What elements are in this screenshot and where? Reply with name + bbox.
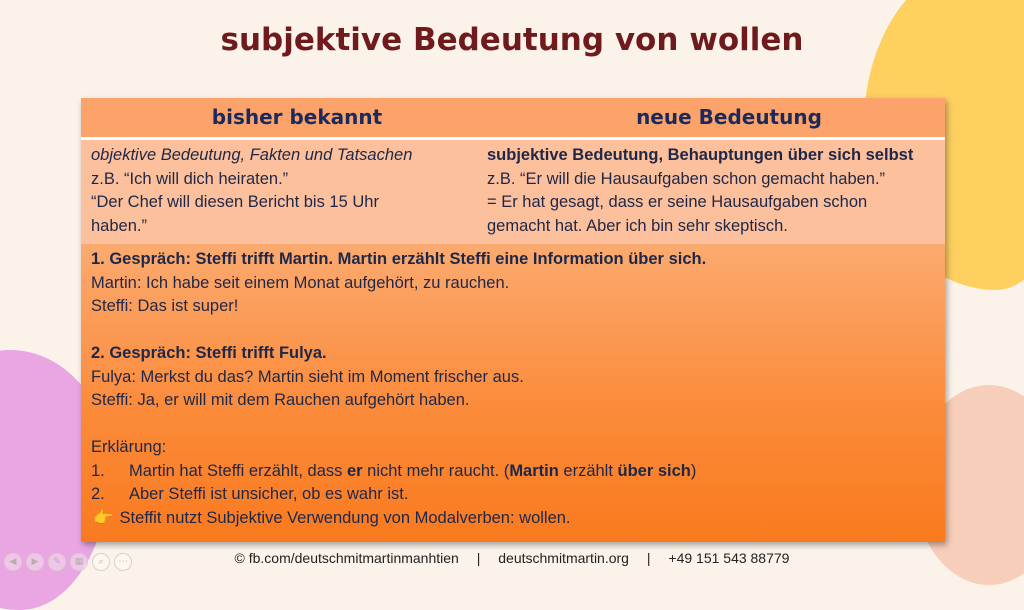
footer-separator: | bbox=[646, 550, 651, 566]
text-fragment: Steffit nutzt Subjektive Verwendung von Modalverben: wollen. bbox=[119, 508, 571, 527]
zoom-icon[interactable]: ⌕ bbox=[92, 553, 110, 571]
comparison-right-cell bbox=[477, 140, 945, 244]
slideshow-toolbar bbox=[4, 553, 132, 571]
footer-phone: +49 151 543 88779 bbox=[668, 550, 790, 566]
dialog1-line-steffi: Steffi: Das ist super! bbox=[91, 297, 239, 315]
spacer bbox=[91, 319, 935, 343]
text-fragment: Aber Steffi ist unsicher, ob es wahr ist. bbox=[129, 485, 409, 503]
explanation-heading: Erklärung: bbox=[91, 438, 167, 456]
left-example-2a: “Der Chef will diesen Bericht bis 15 Uhr bbox=[91, 193, 379, 211]
right-explanation-a: = Er hat gesagt, dass er seine Hausaufgaben schon bbox=[487, 193, 868, 211]
right-explanation-b: gemacht hat. Aber ich bin sehr skeptisch. bbox=[487, 216, 788, 235]
list-number: 1. bbox=[91, 461, 105, 480]
content-panel bbox=[81, 98, 945, 542]
dialog2-line-steffi: Steffi: Ja, er will mit dem Rauchen aufgehört haben. bbox=[91, 391, 470, 409]
header-neue-bedeutung: neue Bedeutung bbox=[636, 105, 822, 129]
comparison-row bbox=[81, 140, 945, 244]
footer bbox=[0, 550, 1024, 566]
text-fragment: Martin hat Steffi erzählt, dass bbox=[129, 461, 347, 480]
pointing-hand-icon: 👉 bbox=[93, 508, 114, 527]
table-header-row bbox=[81, 98, 945, 140]
dialog-area bbox=[81, 244, 945, 542]
objective-meaning: objektive Bedeutung, Fakten und Tatsachen bbox=[91, 146, 413, 164]
footer-separator: | bbox=[476, 550, 481, 566]
emphasis: er bbox=[346, 461, 363, 480]
comparison-left-cell bbox=[81, 140, 477, 244]
grid-icon[interactable]: ▦ bbox=[70, 553, 88, 571]
left-example-1: z.B. “Ich will dich heiraten.” bbox=[91, 169, 289, 188]
header-bisher-bekannt: bisher bekannt bbox=[211, 105, 383, 129]
next-slide-icon[interactable]: ▶ bbox=[26, 553, 44, 571]
text-fragment: erzählt bbox=[558, 461, 618, 480]
emphasis: Martin bbox=[509, 461, 559, 480]
text-fragment: nicht mehr raucht. ( bbox=[362, 461, 510, 480]
explanation-item-2 bbox=[91, 483, 935, 507]
right-example: z.B. “Er will die Hausaufgaben schon gemacht haben.” bbox=[487, 169, 886, 188]
subjective-meaning: subjektive Bedeutung, Behauptungen über sich selbst bbox=[487, 146, 914, 164]
text-fragment: ) bbox=[690, 461, 697, 480]
dialog2-heading: 2. Gespräch: Steffi trifft Fulya. bbox=[91, 344, 327, 362]
explanation-item-1 bbox=[91, 460, 935, 484]
list-number: 2. bbox=[91, 485, 105, 503]
explanation-conclusion bbox=[91, 507, 935, 531]
spacer bbox=[91, 413, 935, 437]
dialog1-heading: 1. Gespräch: Steffi trifft Martin. Martin erzählt Steffi eine Information über sich. bbox=[91, 250, 707, 268]
pen-icon[interactable]: ✎ bbox=[48, 553, 66, 571]
dialog1-line-martin: Martin: Ich habe seit einem Monat aufgehört, zu rauchen. bbox=[91, 273, 510, 292]
footer-website: deutschmitmartin.org bbox=[498, 550, 629, 566]
more-options-icon[interactable]: ⋯ bbox=[114, 553, 132, 571]
slide-title: subjektive Bedeutung von wollen bbox=[220, 22, 804, 58]
left-example-2b: haben.” bbox=[91, 216, 147, 235]
previous-slide-icon[interactable]: ◀ bbox=[4, 553, 22, 571]
emphasis: über sich bbox=[617, 461, 691, 480]
dialog2-line-fulya: Fulya: Merkst du das? Martin sieht im Moment frischer aus. bbox=[91, 367, 524, 386]
footer-facebook: © fb.com/deutschmitmartinmanhtien bbox=[234, 550, 459, 566]
